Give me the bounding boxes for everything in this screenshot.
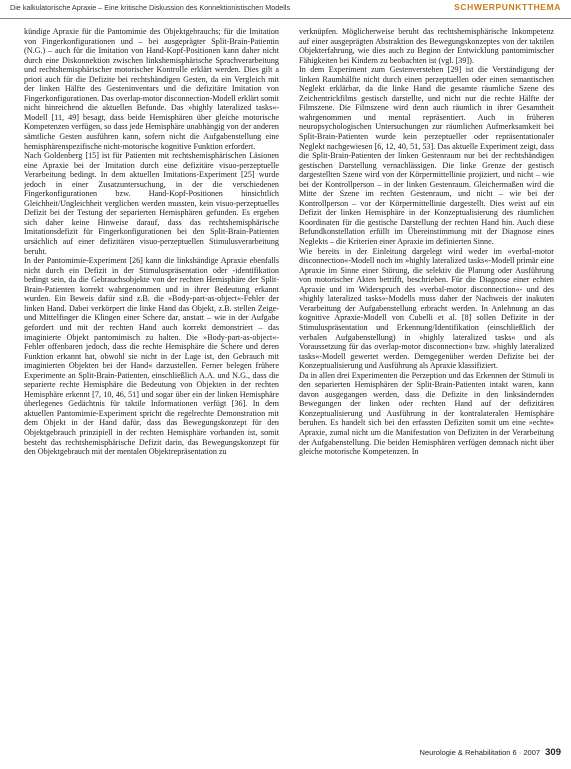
paragraph: In der Pantomimie-Experiment [26] kann die linkshändige Apraxie ebenfalls nicht durch ein Defizit in der Stimuluspräsentation oder -identifikation bedingt sein, da die Gebrauchsobjekte von der rechten Hemisphäre der Split-Brain-Patienten korrekt wahrgenommen und in ihrer Bedeutung erkannt wurden. Ein Beweis dafür sind z.B. die »Body-part-as-object«-Fehler der linken Hand. Dabei verkörpert die linke Hand das Objekt, z.B. stellen Zeige- und Mittelfinger die Klingen einer Schere dar, anstatt – wie in der Aufgabe gefordert und mit der rechten Hand auch korrekt demonstriert – das imaginierte Objekt pantomimisch zu halten. Die »Body-part-as-object«-Fehler offenbaren jedoch, dass die rechte Hemisphäre die Schere und deren Funktion erkannt hat, obwohl sie nicht in der Lage ist, den Gebrauch mit imaginierten Objekten bei der Hand« darzustellen. Ferner belegen frühere Experimente an Split-Brain-Patienten, einschließlich A.A. und N.G., dass die separierte rechte Hemisphäre die Bedeutung von Objekten in der rechten Hemisphäre erkennt [7, 10, 46, 51] und sogar über ein der linken Hemisphäre überlegenes Gedächtnis für taktile Informationen verfügt [36]. In dem aktuellen Pantomimie-Experiment spricht die regelrechte Demonstration mit dem Objekt in der Hand dafür, dass das Bewegungskonzept für den Objektgebrauch prinzipiell in der rechten Hemisphäre vorhanden ist, somit besteht das rechtshemisphärische Defizit darin, das Bewegungskonzept für den Objektgebrauch mit der mentalen Objektrepräsentation zu [24,256,279,457]
right-column [299,27,554,739]
paragraph: Da in allen drei Experimenten die Perzeption und das Erkennen der Stimuli in den separierten Hemisphären der Split-Brain-Patienten intakt waren, kann davon ausgegangen werden, dass die Defizite in den linksändernden Bewegungen der linken oder rechten Hand auf der defizitären Konzeptualisierung und Ausführung in der kontralateralen Hemisphäre beruhen. Es handelt sich bei den erfassten Defiziten somit um eine »echte« Apraxie, zumal nicht um die Manifestation von Defiziten in der Verarbeitung der Aufgabenstellung. Die beiden Hemisphären verfügen demnach nicht über gleiche motorische Kompetenzen. In [299,370,554,457]
journal-citation: Neurologie & Rehabilitation 6 · 2007 [419,748,541,757]
section-label: SCHWERPUNKTTHEMA [454,2,561,12]
page-number: 309 [545,747,561,758]
paragraph: verknüpfen. Möglicherweise beruht das rechtshemisphärische Inkompetenz auf einer ausgeprägten Abstraktion des Bewegungskonzeptes von der taktilen Objekterfahrung, wie dies auch zu Beginn der Entwicklung pantomimischer Fähigkeiten bei Kindern zu beobachten ist (vgl. [39]). [299,27,554,65]
paragraph: In dem Experiment zum Gestenverstehen [29] ist die Verständigung der linken Raumhälfte nicht durch einen perzeptuellen oder einen semantischen Neglekt erklärbar, da die linke Hand die gesamte räumliche Szene des Zeichentrickfilms gestisch darstellte, und nicht nur die rechte Hälfte der Filmszene. Die Filmszene wird denn auch räumlich in ihrer Gesamtheit wahrgenommen und mental repräsentiert. Auch in früheren neuropsychologischen Untersuchungen zur räumlichen Aufmerksamkeit bei Split-Brain-Patienten wurde kein perzeptueller oder repräsentationaler Neglekt nachgewiesen [6, 12, 40, 51, 53]. Das aktuelle Experiment zeigt, dass die Split-Brain-Patienten der linken Gestenraum nur bei der rechtshändigen gestischen Darstellung vernachlässigen. Die linke Grenze der gestisch dargestellten Szene wird von der Körpermittellinie projiziert, und nicht – wie bei der Kontrollperson – in der linken Gestenraum. Gleichermaßen wird die Mitte der Szene im rechten Gestenraum, und nicht – wie bei der Kontrollperson – vor der Körpermittellinie dargestellt. Dies weist auf ein Defizit der linken Hemisphäre in der Konzeptualisierung des räumlichen Koordinaten für die gestische Darstellung der rechten Hand hin. Auch diese Befundkonstellation erfüllt im Übereinstimmung mit der Diagnose eines Neglekts – die Kriterien einer Apraxie im definierten Sinne. [299,65,554,247]
paragraph: kündige Apraxie für die Pantomimie des Objektgebrauchs; für die Imitation von Fingerkonfigurationen und – bei ausgeprägter Split-Brain-Patientin (N.G.) – auch für die Imitation von Hand-Kopf-Positionen kann daher nicht durch eine Diskonnektion zwischen linkshemisphärische Sprachverarbeitung und rechtshemisphärischer motorischer Kontrolle erklärt werden. Dies gilt a priori auch für die Defizite bei rechtshändigen Gesten, da ein Vergleich mit der linken Hälfte des Gesteninventars und die defizitäre Imitation von Fingerkonfigurationen. Das overlap-motor disconnection-Modell erklärt somit nicht hinreichend die aktuellen Befunde. Das »highly lateralized tasks«-Modell [11, 49] besagt, dass beide Hemisphären über gleiche motorische Kompetenzen verfügen, so dass jede Hemisphäre unabhängig von der anderen sämtliche Gesten ausführen kann, sofern nicht die Aufgabenstellung eine hemisphärenspezifische nicht-motorische kognitive Funktion erfordert. [24,27,279,151]
page-header [0,0,571,19]
page-footer [420,747,561,758]
article-body [24,27,554,739]
running-title: Die kalkulatorische Apraxie – Eine kritische Diskussion des Konnektionistischen Modells [10,3,291,12]
paragraph: Wie bereits in der Einleitung dargelegt wird weder im »verbal-motor disconnection«-Modell noch im »highly lateralized tasks«-Modell primär eine Apraxie im Sinne einer Störung, die selektiv die Planung oder Ausführung von motorischer Akten betrifft, beschrieben. Für die Diagnose einer echten Apraxie und im Widerspruch des »verbal-motor disconnection«- und des »highly lateralized tasks«-Modells muss daher der Nachweis der inakuten Verarbeitung der Aufgabenstellung erbracht werden. In Anlehnung an das kognitive Apraxie-Modell von Cubelli et al. [8] sollen Defizite in der Stimuluspräsentation und Erkennung/Identifikation (einschließlich der verbalen Aufgabenstellung) in »highly lateralized tasks« und als Voraussetzung für das overlap-motor disconnection« bzw. »highly lateralized tasks«-Modell gewertet werden. Demgegenüber werden Defizite bei der Konzeptualisierung und Ausführung als Apraxie klassifiziert. [299,246,554,371]
paragraph: Nach Goldenberg [15] ist für Patienten mit rechtshemisphärischen Läsionen eine Apraxie bei der Imitation durch eine defizitäre visuo-perzeptuelle Verarbeitung bedingt. In dem aktuellen Imitations-Experiment [25] wurde jedoch in einer Zusatzuntersuchung, in der die verschiedenen Fingerkonfigurationen bzw. Hand-Kopf-Positionen hinsichtlich Gleichheit/Ungleichheit verglichen werden mussten, kein visuo-perzeptuelles Defizit bei der Testung der separierten Hemisphären gefunden. Es ergeben sich daher keine Hinweise darauf, dass das rechtshemisphärische Imitationsdefizit für Fingerkonfigurationen bei den Split-Brain-Patienten ursächlich auf einer defizitären visuo-perzeptuellen Stimulusverarbeitung beruht. [24,151,279,256]
left-column [24,27,279,739]
